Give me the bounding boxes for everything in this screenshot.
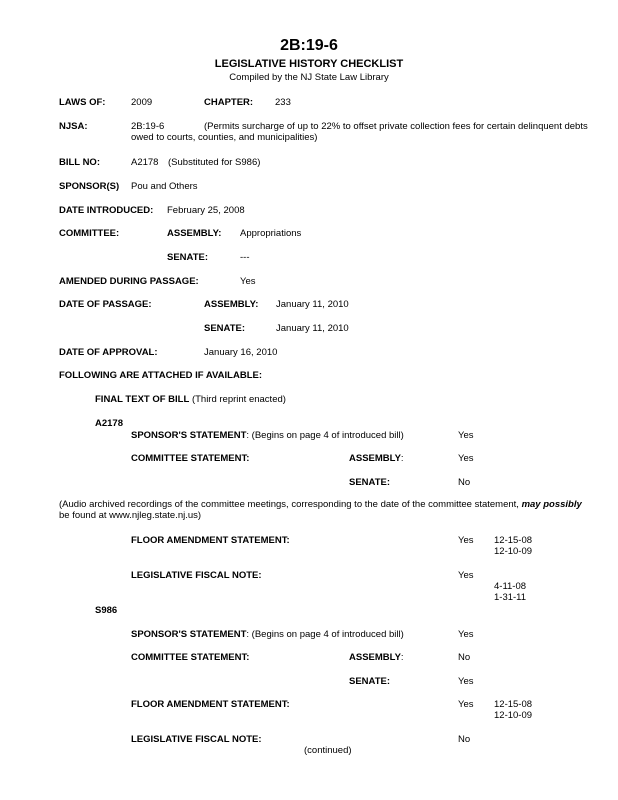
s986-heading: S986 <box>95 605 118 616</box>
njsa-value: 2B:19-6 <box>131 121 165 132</box>
sponsors-value: Pou and Others <box>131 181 198 192</box>
committee-senate-label: SENATE: <box>167 252 208 263</box>
bill-no-note: (Substituted for S986) <box>168 157 261 168</box>
s986-sponsor-statement <box>131 629 404 640</box>
s986-floor-label: FLOOR AMENDMENT STATEMENT: <box>131 699 290 710</box>
njsa-label: NJSA: <box>59 121 88 132</box>
continued-note: (continued) <box>304 745 352 756</box>
a2178-committee-label: COMMITTEE STATEMENT: <box>131 453 250 464</box>
a2178-assembly-line <box>349 453 404 464</box>
a2178-floor-date-1: 12-15-08 <box>494 535 533 546</box>
s986-floor-value: Yes <box>458 699 474 710</box>
audio-note-text: (Audio archived recordings of the committee meetings, corresponding to the date of the committee statement, <box>59 499 522 510</box>
a2178-floor-date-2: 12-10-09 <box>494 546 533 557</box>
passage-label: DATE OF PASSAGE: <box>59 299 152 310</box>
a2178-sponsor-label: SPONSOR'S STATEMENT <box>131 430 247 441</box>
s986-sponsor-label: SPONSOR'S STATEMENT <box>131 629 247 640</box>
bill-no-value: A2178 <box>131 157 159 168</box>
chapter-label: CHAPTER: <box>204 97 254 108</box>
a2178-fiscal-date-1: 4-11-08 <box>494 581 527 592</box>
sponsors-label: SPONSOR(S) <box>59 181 120 192</box>
a2178-senate-label: SENATE: <box>349 477 390 488</box>
approval-value: January 16, 2010 <box>204 347 278 358</box>
a2178-floor-label: FLOOR AMENDMENT STATEMENT: <box>131 535 290 546</box>
laws-of-label: LAWS OF: <box>59 97 106 108</box>
s986-fiscal-value: No <box>458 734 471 745</box>
a2178-sponsor-statement <box>131 430 404 441</box>
s986-assembly-label: ASSEMBLY <box>349 652 401 663</box>
a2178-fiscal-date-2: 1-31-11 <box>494 592 527 603</box>
approval-label: DATE OF APPROVAL: <box>59 347 158 358</box>
amended-value: Yes <box>240 276 256 287</box>
chapter-value: 233 <box>275 97 291 108</box>
s986-committee-label: COMMITTEE STATEMENT: <box>131 652 250 663</box>
amended-label: AMENDED DURING PASSAGE: <box>59 276 199 287</box>
final-text-note: (Third reprint enacted) <box>191 394 286 405</box>
date-introduced-label: DATE INTRODUCED: <box>59 205 154 216</box>
committee-assembly-label: ASSEMBLY: <box>167 228 222 239</box>
passage-senate-label: SENATE: <box>204 323 245 334</box>
njsa-description-line1: (Permits surcharge of up to 22% to offset private collection fees for certain delinquent debts <box>204 121 588 132</box>
a2178-heading: A2178 <box>95 418 123 429</box>
passage-senate-value: January 11, 2010 <box>276 323 349 334</box>
s986-floor-date-1: 12-15-08 <box>494 699 533 710</box>
a2178-assembly-label: ASSEMBLY <box>349 453 401 464</box>
a2178-fiscal-value: Yes <box>458 570 474 581</box>
page-title: 2B:19-6 <box>280 37 338 54</box>
passage-assembly-label: ASSEMBLY: <box>204 299 259 310</box>
s986-assembly-line <box>349 652 404 663</box>
a2178-fiscal-label: LEGISLATIVE FISCAL NOTE: <box>131 570 262 581</box>
date-introduced-value: February 25, 2008 <box>167 205 245 216</box>
njsa-description-line2: owed to courts, counties, and municipalities) <box>131 132 318 143</box>
a2178-assembly-colon: : <box>400 453 404 464</box>
s986-sponsor-note: : (Begins on page 4 of introduced bill) <box>246 629 404 640</box>
bill-no-label: BILL NO: <box>59 157 100 168</box>
passage-assembly-value: January 11, 2010 <box>276 299 349 310</box>
s986-senate-value: Yes <box>458 676 474 687</box>
a2178-assembly-value: Yes <box>458 453 474 464</box>
compiled-by: Compiled by the NJ State Law Library <box>229 72 389 83</box>
audio-note-emphasis: may possibly <box>521 499 582 510</box>
s986-assembly-colon: : <box>400 652 404 663</box>
a2178-sponsor-value: Yes <box>458 430 474 441</box>
audio-note-line1 <box>59 499 582 510</box>
committee-label: COMMITTEE: <box>59 228 120 239</box>
page-subtitle: LEGISLATIVE HISTORY CHECKLIST <box>214 58 404 70</box>
a2178-sponsor-note: : (Begins on page 4 of introduced bill) <box>246 430 404 441</box>
audio-note-line2: be found at www.njleg.state.nj.us) <box>59 510 202 521</box>
s986-floor-date-2: 12-10-09 <box>494 710 533 721</box>
committee-senate-value: --- <box>240 252 250 263</box>
final-text-label: FINAL TEXT OF BILL <box>95 394 190 405</box>
s986-sponsor-value: Yes <box>458 629 474 640</box>
attached-heading: FOLLOWING ARE ATTACHED IF AVAILABLE: <box>59 370 262 381</box>
a2178-senate-value: No <box>458 477 471 488</box>
s986-senate-label: SENATE: <box>349 676 390 687</box>
laws-of-value: 2009 <box>131 97 153 108</box>
s986-assembly-value: No <box>458 652 471 663</box>
a2178-floor-value: Yes <box>458 535 474 546</box>
committee-assembly-value: Appropriations <box>240 228 302 239</box>
final-text-line <box>95 394 286 405</box>
s986-fiscal-label: LEGISLATIVE FISCAL NOTE: <box>131 734 262 745</box>
